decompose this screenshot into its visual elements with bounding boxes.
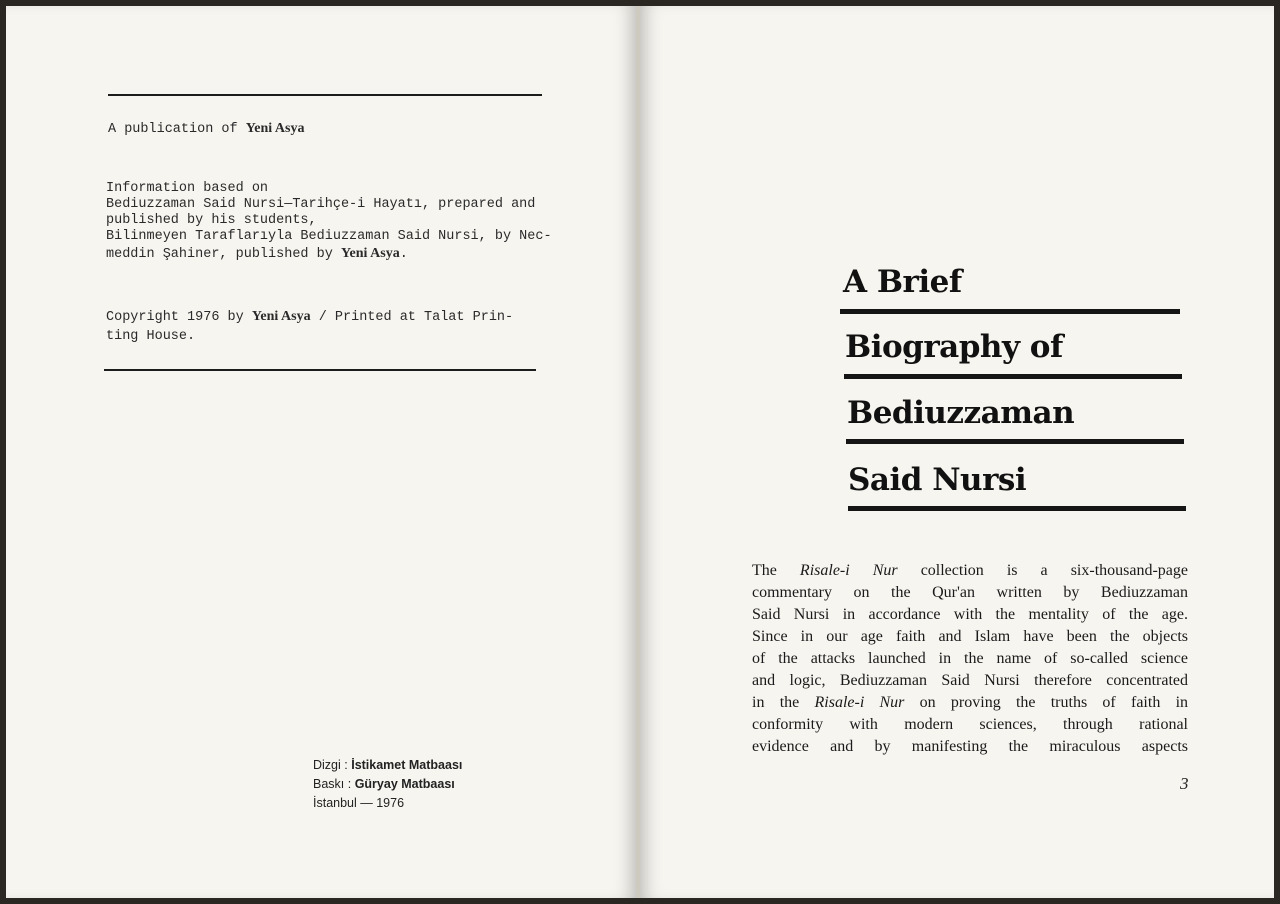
info-line-1: Bediuzzaman Said Nursi—Tarihçe-i Hayatı, prepared and <box>106 197 536 212</box>
bottom-rule <box>104 369 536 371</box>
paragraph-line-6: and logic, Bediuzzaman Said Nursi therefore concentrated <box>752 672 1188 689</box>
p1-risale: Risale-i Nur <box>799 562 898 579</box>
title-underline-3 <box>846 439 1184 444</box>
paragraph-line-3: Said Nursi in accordance with the mentality of the age. <box>752 606 1188 623</box>
info-line-3: Bilinmeyen Taraflarıyla Bediuzzaman Said Nursi, by Nec- <box>106 229 552 244</box>
title-line-3: Bediuzzaman <box>847 395 1075 431</box>
info-line-4 <box>106 246 408 262</box>
paragraph-line-1 <box>752 562 1188 580</box>
title-underline-1 <box>840 309 1180 314</box>
copyright-text-c: / Printed at Talat Prin- <box>318 310 514 325</box>
info-line-4-period: . <box>399 247 408 262</box>
dizgi-label: Dizgi : <box>313 758 348 772</box>
publisher-name-2: Yeni Asya <box>340 246 400 261</box>
baski-label: Baskı : <box>313 777 352 791</box>
printing-line <box>313 775 462 794</box>
paragraph-line-7 <box>752 694 1188 712</box>
info-line-4-text: meddin Şahiner, published by <box>106 247 333 262</box>
paragraph-line-8: conformity with modern sciences, through rational <box>752 716 1188 733</box>
title-line-4: Said Nursi <box>848 462 1027 498</box>
p1-the: The <box>752 562 777 579</box>
city-year-line: İstanbul — 1976 <box>313 796 405 810</box>
publication-prefix: A publication of <box>108 122 238 137</box>
p7-rest: on proving the truths of faith in <box>919 694 1189 711</box>
publisher-name-3: Yeni Asya <box>251 309 311 324</box>
copyright-line-1 <box>106 309 513 325</box>
p7-risale: Risale-i Nur <box>814 694 905 711</box>
title-underline-2 <box>844 374 1182 379</box>
paragraph-line-4: Since in our age faith and Islam have been the objects <box>752 628 1188 645</box>
right-page <box>640 6 1274 898</box>
info-line-2: published by his students, <box>106 213 317 228</box>
printer-imprint <box>313 756 462 813</box>
page-number: 3 <box>1180 774 1189 793</box>
p7-in-the: in the <box>752 694 800 711</box>
paragraph-line-5: of the attacks launched in the name of so-called science <box>752 650 1188 667</box>
p1-rest: collection is a six-thousand-page <box>920 562 1188 579</box>
title-line-1: A Brief <box>843 264 962 300</box>
dizgi-value: İstikamet Matbaası <box>351 758 463 772</box>
title-line-2: Biography of <box>845 329 1063 365</box>
top-rule <box>108 94 542 96</box>
title-underline-4 <box>848 506 1186 511</box>
paragraph-line-2: commentary on the Qur'an written by Bediuzzaman <box>752 584 1188 601</box>
publisher-name: Yeni Asya <box>245 121 305 136</box>
info-heading: Information based on <box>106 181 269 196</box>
publication-line <box>108 121 304 137</box>
copyright-line-2: ting House. <box>106 329 196 344</box>
typesetting-line <box>313 756 462 775</box>
paragraph-line-9: evidence and by manifesting the miraculous aspects <box>752 738 1188 755</box>
baski-value: Güryay Matbaası <box>354 777 455 791</box>
copyright-text-a: Copyright 1976 by <box>106 310 244 325</box>
